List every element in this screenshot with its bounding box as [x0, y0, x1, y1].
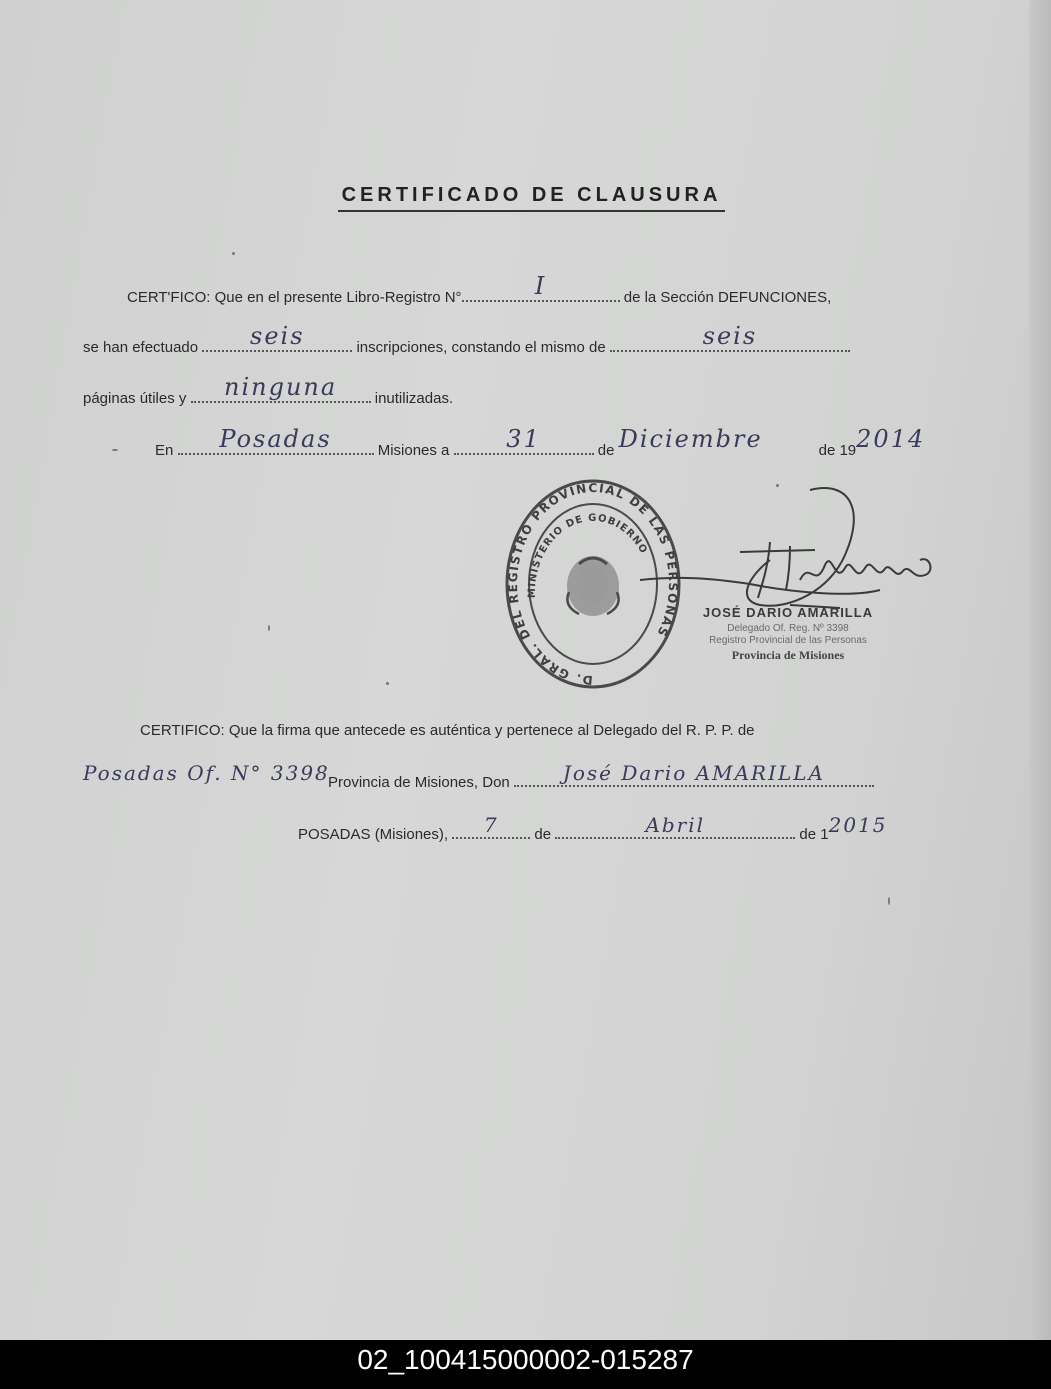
- closure-line-4: En Posadas Misiones a 31 de Diciembre de 19 2014: [155, 441, 946, 459]
- handwritten-pages-count: seis: [702, 322, 758, 350]
- handwritten-auth-month: Abril: [645, 813, 706, 837]
- svg-text:MINISTERIO DE GOBIERNO: MINISTERIO DE GOBIERNO: [526, 512, 650, 599]
- scan-id-footer: [0, 1340, 1051, 1389]
- handwritten-auth-year: 2015: [828, 813, 888, 837]
- handwritten-signatory-name: José Dario AMARILLA: [562, 761, 826, 785]
- scan-speck: [776, 484, 779, 487]
- signature-scrawl: [640, 480, 940, 620]
- scan-speck: [232, 252, 235, 255]
- handwritten-day: 31: [506, 425, 541, 453]
- signatory-org: Registro Provincial de las Personas: [709, 635, 867, 646]
- svg-text:D. GRAL. DEL REGISTRO PROVINCI: D. GRAL. DEL REGISTRO PROVINCIAL DE LAS PERSONAS: [505, 480, 681, 688]
- closure-line-1: CERT'FICO: Que en el presente Libro-Registro N° I de la Sección DEFUNCIONES,: [127, 272, 832, 306]
- handwritten-book-number: I: [534, 272, 547, 300]
- signatory-block: [688, 605, 888, 663]
- scan-speck: [112, 449, 118, 451]
- authentication-line-1: CERTIFICO: Que la firma que antecede es auténtica y pertenece al Delegado del R. P. P. de: [140, 722, 755, 739]
- authentication-line-3: POSADAS (Misiones), 7 de Abril de 1 2015: [298, 825, 895, 843]
- handwritten-unused-pages: ninguna: [223, 373, 338, 401]
- closure-line-3: páginas útiles y ninguna inutilizadas.: [83, 373, 454, 407]
- scan-speck: [268, 625, 270, 631]
- scan-speck: [888, 897, 890, 905]
- handwritten-year: 2014: [856, 425, 926, 453]
- authentication-line-2: Posadas Of. N° 3398 Provincia de Misiones, Don José Dario AMARILLA: [83, 773, 874, 791]
- handwritten-auth-day: 7: [483, 813, 499, 837]
- coat-of-arms-icon: [567, 556, 619, 616]
- scan-speck: [386, 682, 389, 685]
- signatory-role: Delegado Of. Reg. Nº 3398: [727, 623, 849, 634]
- handwritten-inscriptions-count: seis: [250, 322, 305, 350]
- scan-id: 02_100415000002-015287: [357, 1344, 694, 1375]
- handwritten-office: Posadas Of. N° 3398: [83, 761, 330, 785]
- document-title: CERTIFICADO DE CLAUSURA: [0, 184, 1051, 212]
- handwritten-month: Diciembre: [618, 425, 763, 453]
- signatory-province: Provincia de Misiones: [731, 648, 845, 662]
- handwritten-city: Posadas: [219, 425, 332, 453]
- signatory-name: JOSÉ DARIO AMARILLA: [702, 605, 874, 620]
- closure-line-2: se han efectuado seis inscripciones, constando el mismo de seis: [83, 338, 850, 356]
